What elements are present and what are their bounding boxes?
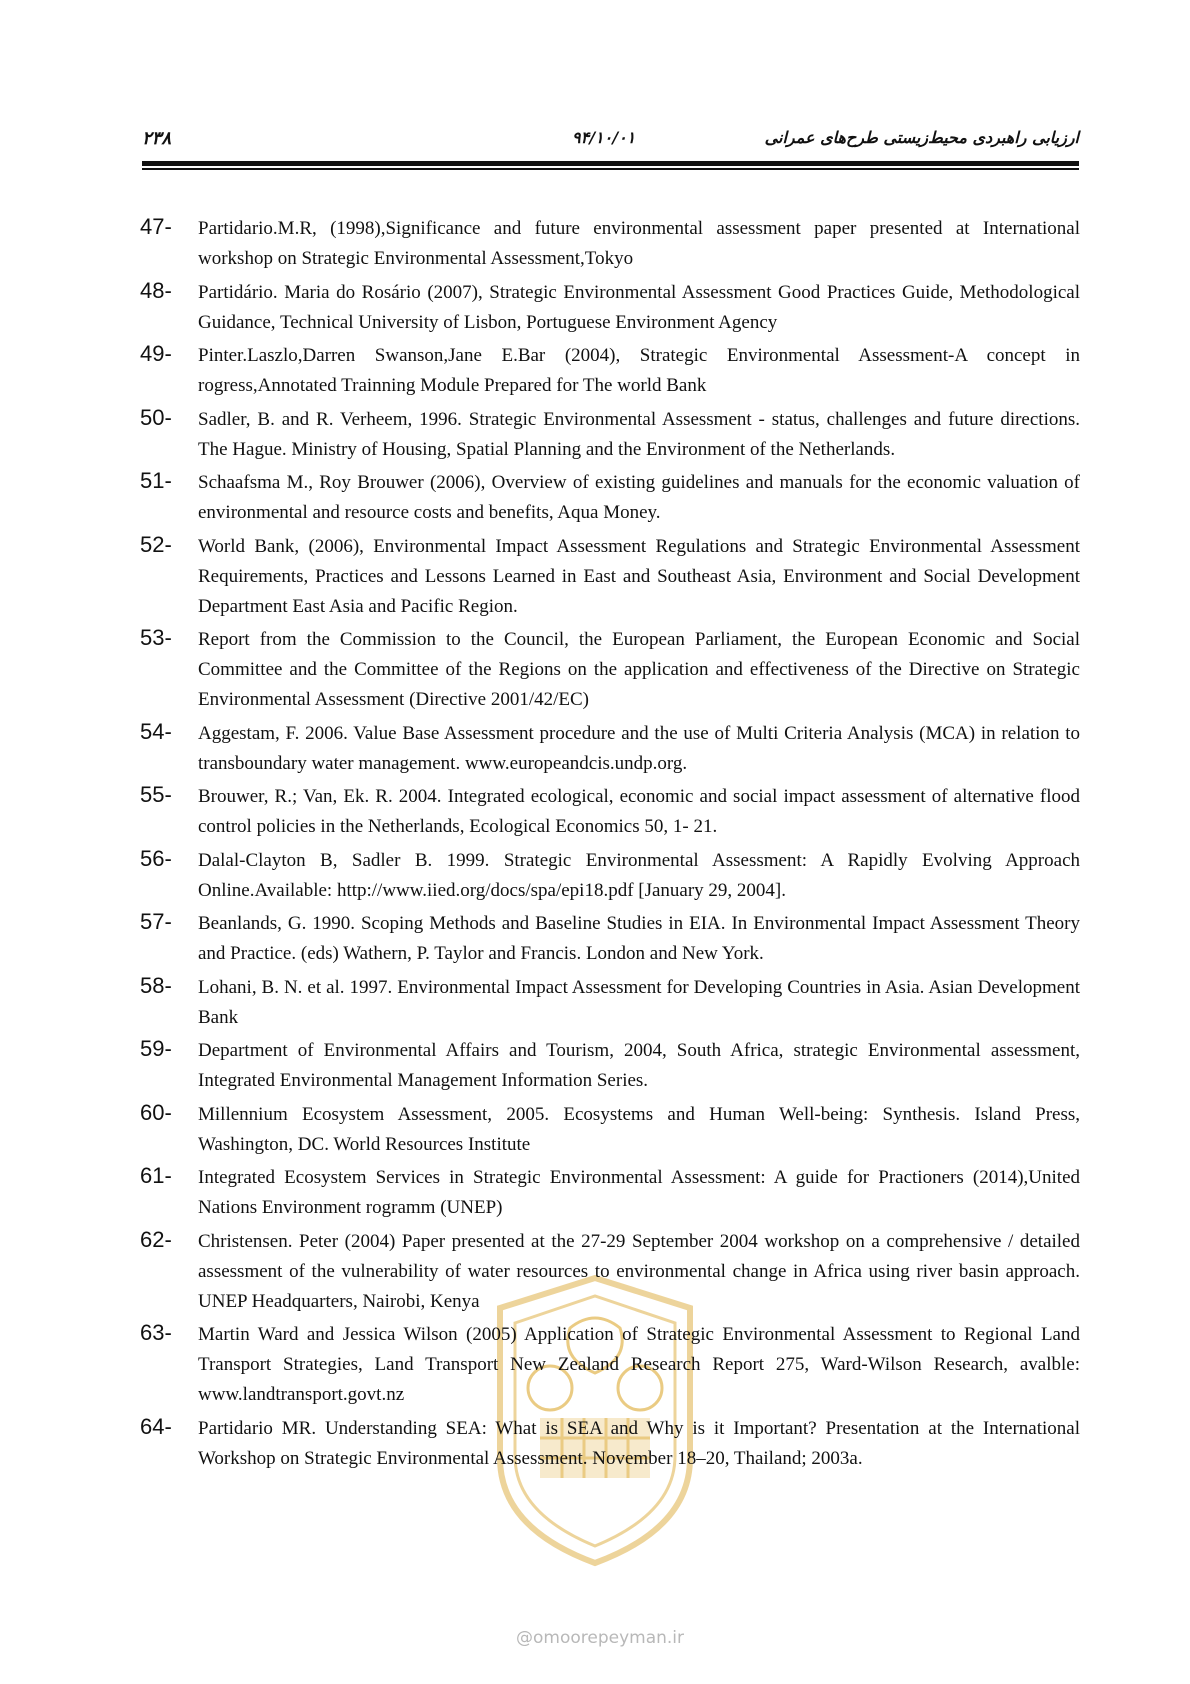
reference-item	[140, 532, 1080, 622]
reference-item	[140, 278, 1080, 338]
reference-item	[140, 1414, 1080, 1474]
reference-number: 59-	[140, 1036, 172, 1061]
reference-item	[140, 214, 1080, 274]
reference-number: 49-	[140, 341, 172, 366]
reference-number: 60-	[140, 1099, 172, 1125]
reference-number: 52-	[140, 531, 172, 557]
reference-number: 63-	[140, 1320, 172, 1345]
header-date: ۹۴/۱۰/۰۱	[572, 128, 636, 147]
reference-text: Millennium Ecosystem Assessment, 2005. Ecosystems and Human Well-being: Synthesis. Island Press, Washington, DC. World Resources Institute	[198, 1103, 1080, 1155]
header-title: ارزیابی راهبردی محیط‌زیستی طرح‌های عمرانی	[764, 128, 1079, 147]
running-header	[142, 128, 1079, 148]
reference-item	[140, 1227, 1080, 1317]
reference-text: Sadler, B. and R. Verheem, 1996. Strategic Environmental Assessment - status, challenges and future directions. The Hague. Ministry of Housing, Spatial Planning and the Environment of the Netherlands.	[198, 408, 1080, 460]
reference-text: Christensen. Peter (2004) Paper presented at the 27-29 September 2004 workshop on a comprehensive / detailed assessment of the vulnerability of water resources to environmental change in Africa using river basin approach. UNEP Headquarters, Nairobi, Kenya	[198, 1230, 1080, 1312]
reference-text: Beanlands, G. 1990. Scoping Methods and Baseline Studies in EIA. In Environmental Impact Assessment Theory and Practice. (eds) Wathern, P. Taylor and Francis. London and New York.	[198, 913, 1080, 964]
reference-text: Brouwer, R.; Van, Ek. R. 2004. Integrated ecological, economic and social impact assessment of alternative flood control policies in the Netherlands, Ecological Economics 50, 1- 21.	[198, 786, 1080, 837]
header-rule-thick	[142, 161, 1079, 166]
reference-text: Schaafsma M., Roy Brouwer (2006), Overview of existing guidelines and manuals for the economic valuation of environmental and resource costs and benefits, Aqua Money.	[198, 472, 1080, 523]
header-rule-thin	[142, 168, 1079, 170]
reference-number: 50-	[140, 404, 172, 430]
reference-number: 53-	[140, 625, 172, 650]
reference-item	[140, 1163, 1080, 1223]
reference-number: 51-	[140, 468, 172, 493]
reference-number: 56-	[140, 845, 172, 871]
reference-text: Dalal-Clayton B, Sadler B. 1999. Strategic Environmental Assessment: A Rapidly Evolving Approach Online.Available: http://www.iied.org/docs/spa/epi18.pdf [January 29, 2004].	[198, 849, 1080, 901]
reference-text: Integrated Ecosystem Services in Strategic Environmental Assessment: A guide for Practioners (2014),United Nations Environment rogramm (UNEP)	[198, 1167, 1080, 1218]
reference-number: 47-	[140, 214, 172, 239]
reference-item	[140, 405, 1080, 465]
reference-number: 48-	[140, 277, 172, 303]
reference-text: Martin Ward and Jessica Wilson (2005) Application of Strategic Environmental Assessment to Regional Land Transport Strategies, Land Transport New Zealand Research Report 275, Ward-Wilson Research, avalble: www.landtransport.govt.nz	[198, 1324, 1080, 1405]
reference-text: Partidário. Maria do Rosário (2007), Strategic Environmental Assessment Good Practices Guide, Methodological Guidance, Technical University of Lisbon, Portuguese Environment Agency	[198, 281, 1080, 333]
reference-item	[140, 719, 1080, 779]
reference-text: Aggestam, F. 2006. Value Base Assessment procedure and the use of Multi Criteria Analysis (MCA) in relation to transboundary water management. www.europeandcis.undp.org.	[198, 722, 1080, 774]
reference-number: 62-	[140, 1226, 172, 1252]
reference-item	[140, 1100, 1080, 1160]
page-number: ۲۳۸	[142, 128, 172, 149]
reference-item	[140, 846, 1080, 906]
reference-text: Pinter.Laszlo,Darren Swanson,Jane E.Bar (2004), Strategic Environmental Assessment-A concept in rogress,Annotated Trainning Module Prepared for The world Bank	[198, 345, 1080, 396]
reference-text: Lohani, B. N. et al. 1997. Environmental Impact Assessment for Developing Countries in Asia. Asian Development Bank	[198, 976, 1080, 1028]
reference-list	[140, 214, 1080, 1477]
reference-text: World Bank, (2006), Environmental Impact Assessment Regulations and Strategic Environmental Assessment Requirements, Practices and Lessons Learned in East and Southeast Asia, Environment and Social Development Department East Asia and Pacific Region.	[198, 535, 1080, 617]
reference-item	[140, 625, 1080, 715]
reference-text: Report from the Commission to the Council, the European Parliament, the European Economic and Social Committee and the Committee of the Regions on the application and effectiveness of the Directive on Strategic Environmental Assessment (Directive 2001/42/EC)	[198, 629, 1080, 710]
reference-item	[140, 1036, 1080, 1096]
reference-item	[140, 468, 1080, 528]
reference-text: Partidario.M.R, (1998),Significance and future environmental assessment paper presented at International workshop on Strategic Environmental Assessment,Tokyo	[198, 218, 1080, 269]
reference-number: 61-	[140, 1163, 172, 1188]
reference-number: 55-	[140, 782, 172, 807]
reference-number: 58-	[140, 972, 172, 998]
reference-item	[140, 341, 1080, 401]
reference-text: Department of Environmental Affairs and Tourism, 2004, South Africa, strategic Environmental assessment, Integrated Environmental Management Information Series.	[198, 1040, 1080, 1091]
reference-item	[140, 1320, 1080, 1410]
reference-number: 54-	[140, 718, 172, 744]
reference-number: 64-	[140, 1413, 172, 1439]
reference-item	[140, 909, 1080, 969]
reference-text: Partidario MR. Understanding SEA: What is SEA and Why is it Important? Presentation at the International Workshop on Strategic Environmental Assessment. November 18–20, Thailand; 2003a.	[198, 1417, 1080, 1469]
reference-item	[140, 973, 1080, 1033]
reference-item	[140, 782, 1080, 842]
reference-number: 57-	[140, 909, 172, 934]
watermark-text: @omoorepeyman.ir	[515, 1628, 685, 1648]
